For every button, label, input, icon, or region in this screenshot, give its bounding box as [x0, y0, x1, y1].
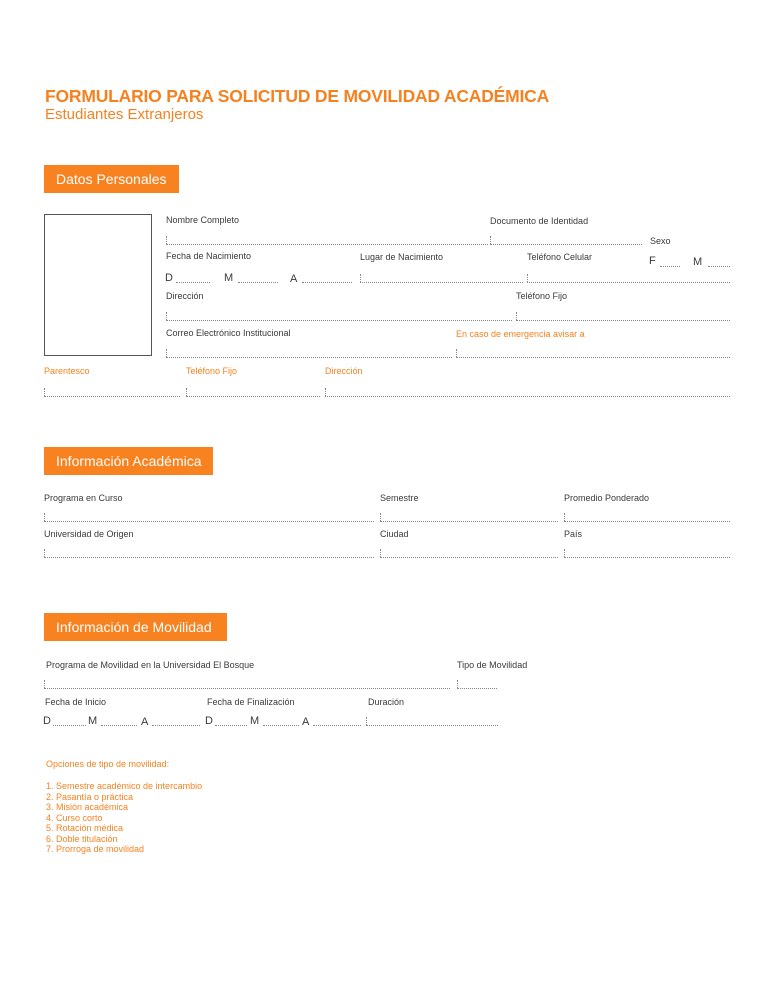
- field-tick: [366, 717, 367, 725]
- field-end-month[interactable]: [263, 725, 299, 726]
- field-end-day[interactable]: [215, 725, 247, 726]
- list-item: 2. Pasantía o práctica: [46, 791, 134, 802]
- label-fecha-finalizacion: Fecha de Finalización: [207, 697, 295, 707]
- list-item: 3. Misión académica: [46, 802, 129, 812]
- field-tick: [380, 549, 381, 557]
- sexo-m-label: M: [693, 256, 703, 268]
- field-start-month[interactable]: [101, 725, 137, 726]
- label-semestre: Semestre: [380, 493, 419, 503]
- date-d-label: D: [43, 715, 51, 727]
- field-tick: [44, 388, 45, 396]
- field-tick: [186, 388, 187, 396]
- field-tick: [166, 312, 167, 320]
- field-documento[interactable]: [490, 244, 642, 245]
- field-telefono-celular[interactable]: [527, 282, 730, 283]
- form-subtitle: Estudiantes Extranjeros: [45, 106, 204, 123]
- label-tipo-movilidad: Tipo de Movilidad: [457, 660, 528, 670]
- form-title: FORMULARIO PARA SOLICITUD DE MOVILIDAD ACADÉMICA: [45, 86, 550, 106]
- options-list: [46, 781, 202, 855]
- label-lugar-nacimiento: Lugar de Nacimiento: [360, 252, 444, 262]
- field-birth-year[interactable]: [302, 282, 352, 283]
- field-emergencia-direccion[interactable]: [325, 396, 730, 397]
- field-tick: [360, 274, 361, 282]
- date-d-label: D: [205, 715, 213, 727]
- label-fecha-nacimiento: Fecha de Nacimiento: [166, 251, 252, 261]
- label-nombre: Nombre Completo: [166, 215, 240, 225]
- field-parentesco[interactable]: [44, 396, 180, 397]
- section-header-personal: Datos Personales: [44, 165, 179, 193]
- field-tick: [166, 236, 167, 244]
- label-direccion: Dirección: [166, 291, 204, 301]
- label-correo: Correo Electrónico Institucional: [166, 328, 291, 338]
- date-a-label: A: [141, 716, 149, 728]
- section-header-academic: Información Académica: [44, 447, 213, 475]
- field-emergencia-telefono[interactable]: [186, 396, 320, 397]
- field-telefono-fijo[interactable]: [516, 320, 730, 321]
- field-tick: [490, 236, 491, 244]
- field-tick: [564, 549, 565, 557]
- list-item: 1. Semestre académico de intercambio: [46, 781, 203, 791]
- list-item: 4. Curso corto: [46, 812, 103, 823]
- field-duracion[interactable]: [366, 725, 498, 726]
- label-emergencia-telefono: Teléfono Fijo: [186, 366, 238, 376]
- field-nombre[interactable]: [166, 244, 488, 245]
- field-pais[interactable]: [564, 557, 730, 558]
- label-pais: País: [564, 529, 583, 539]
- date-m-label: M: [250, 715, 260, 727]
- label-parentesco: Parentesco: [44, 366, 90, 376]
- label-emergencia: En caso de emergencia avisar a: [456, 329, 585, 339]
- field-tick: [380, 513, 381, 521]
- label-duracion: Duración: [368, 697, 405, 707]
- label-programa-curso: Programa en Curso: [44, 493, 123, 503]
- label-promedio: Promedio Ponderado: [564, 493, 650, 503]
- field-universidad-origen[interactable]: [44, 557, 374, 558]
- sexo-f-label: F: [649, 255, 656, 267]
- label-fecha-inicio: Fecha de Inicio: [45, 697, 107, 707]
- photo-box: [44, 214, 152, 356]
- label-documento: Documento de Identidad: [490, 216, 589, 226]
- field-semestre[interactable]: [380, 521, 558, 522]
- field-start-year[interactable]: [152, 725, 200, 726]
- field-end-year[interactable]: [313, 725, 361, 726]
- label-telefono-celular: Teléfono Celular: [527, 252, 593, 262]
- field-tick: [325, 388, 326, 396]
- date-d-label: D: [165, 272, 173, 284]
- field-birth-month[interactable]: [238, 282, 278, 283]
- list-item: 6. Doble titulación: [46, 833, 118, 844]
- date-a-label: A: [290, 273, 298, 285]
- list-item: 5. Rotación médica: [46, 823, 124, 833]
- field-start-day[interactable]: [53, 725, 86, 726]
- field-tick: [564, 513, 565, 521]
- field-tick: [456, 349, 457, 357]
- label-telefono-fijo: Teléfono Fijo: [516, 291, 568, 301]
- field-emergencia[interactable]: [456, 357, 730, 358]
- field-lugar-nacimiento[interactable]: [360, 282, 523, 283]
- field-tick: [527, 274, 528, 282]
- field-tick: [166, 349, 167, 357]
- label-programa-movilidad: Programa de Movilidad en la Universidad El Bosque: [46, 660, 255, 670]
- field-birth-day[interactable]: [176, 282, 210, 283]
- label-ciudad: Ciudad: [380, 529, 409, 539]
- label-emergencia-direccion: Dirección: [325, 366, 363, 376]
- field-tick: [44, 680, 45, 688]
- field-tick: [516, 312, 517, 320]
- field-sexo-f[interactable]: [660, 266, 680, 267]
- field-correo[interactable]: [166, 357, 452, 358]
- field-tipo-movilidad[interactable]: [457, 688, 497, 689]
- field-direccion[interactable]: [166, 320, 512, 321]
- label-sexo: Sexo: [650, 236, 671, 246]
- list-item: 7. Prorroga de movilidad: [46, 844, 145, 854]
- label-universidad-origen: Universidad de Origen: [44, 529, 134, 539]
- field-sexo-m[interactable]: [708, 266, 730, 267]
- date-a-label: A: [302, 716, 310, 728]
- field-tick: [44, 549, 45, 557]
- field-programa-curso[interactable]: [44, 521, 374, 522]
- field-tick: [457, 680, 458, 688]
- field-programa-movilidad[interactable]: [44, 688, 450, 689]
- field-promedio[interactable]: [564, 521, 730, 522]
- date-m-label: M: [88, 715, 98, 727]
- field-tick: [44, 513, 45, 521]
- field-ciudad[interactable]: [380, 557, 558, 558]
- date-m-label: M: [224, 272, 234, 284]
- section-header-mobility: Información de Movilidad: [44, 613, 227, 641]
- options-heading: Opciones de tipo de movilidad:: [46, 759, 170, 769]
